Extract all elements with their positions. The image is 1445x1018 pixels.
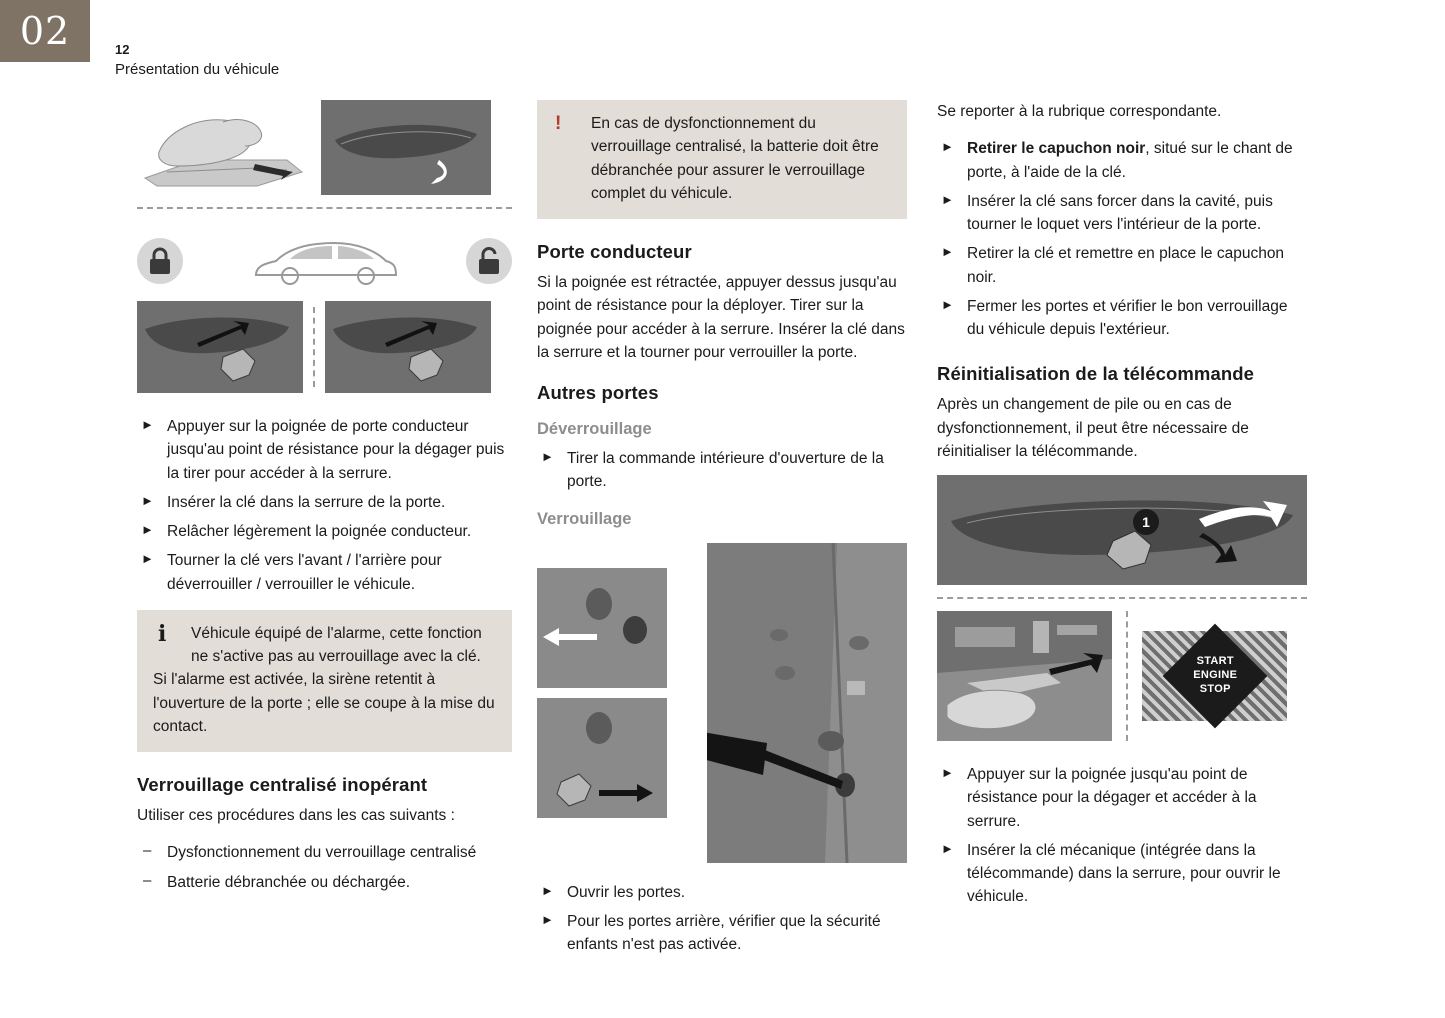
- bullet-arrow-icon: ►: [941, 191, 954, 207]
- door-handle-icon: [321, 100, 491, 195]
- list-item-text: Fermer les portes et vérifier le bon verrouillage du véhicule depuis l'extérieur.: [967, 297, 1288, 338]
- remote-reset-paragraph: Après un changement de pile ou en cas de dysfonctionnement, il peut être nécessaire de réinitialiser la télécommande.: [937, 396, 1249, 460]
- lock-open-icon: [466, 238, 512, 284]
- list-item-text: , situé sur le chant de porte, à l'aide de la clé.: [967, 140, 1293, 181]
- figure-handle-remote: [937, 475, 1307, 585]
- start-stop-diamond: [1162, 624, 1267, 729]
- bullet-arrow-icon: ►: [941, 840, 954, 856]
- list-item-text: Batterie débranchée ou déchargée.: [167, 873, 411, 891]
- list-item-text: Tirer la commande intérieure d'ouverture de la porte.: [567, 450, 884, 491]
- figure-divider-vertical: [313, 307, 315, 387]
- column-left: [137, 100, 512, 900]
- list-item-text: Appuyer sur la poignée de porte conducteur jusqu'au point de résistance pour la dégager puis la tirer pour accéder à la serrure.: [167, 418, 505, 482]
- list-item: [137, 491, 512, 514]
- list-item: [137, 520, 512, 543]
- figure-lock-car: [137, 221, 512, 301]
- figure-divider: [937, 597, 1307, 599]
- bullet-arrow-icon: ►: [141, 417, 154, 432]
- figure-door-lock-detail: [537, 543, 907, 863]
- column1-bullet-list: [137, 415, 512, 596]
- knob-unlocked-photo: [537, 568, 667, 688]
- engine-label: ENGINE: [1192, 669, 1237, 682]
- bullet-arrow-icon: ►: [941, 139, 954, 155]
- page-header: [115, 42, 279, 79]
- lock-closed-icon: [137, 238, 183, 284]
- page-title: Présentation du véhicule: [115, 60, 280, 78]
- list-item-text: Insérer la clé dans la serrure de la porte.: [167, 493, 446, 511]
- bullet-arrow-icon: ►: [141, 522, 154, 537]
- locking-bullet-list: [537, 881, 907, 957]
- list-item: [137, 871, 512, 894]
- list-item: [937, 242, 1307, 289]
- unlocking-bullet-list: [537, 447, 907, 494]
- info-icon: i: [158, 620, 167, 647]
- list-item-text: Ouvrir les portes.: [567, 883, 686, 901]
- section-intro: Utiliser ces procédures dans les cas suivants :: [137, 807, 455, 824]
- handle-key-left-photo: [137, 301, 303, 393]
- column-right: [937, 100, 1307, 915]
- list-item-text: Pour les portes arrière, vérifier que la sécurité enfants n'est pas activée.: [567, 912, 881, 953]
- figure-divider-vertical: [1126, 611, 1128, 741]
- info-callout: [137, 610, 512, 752]
- chapter-tab: 02: [0, 0, 90, 62]
- driver-door-paragraph: Si la poignée est rétractée, appuyer dessus jusqu'au point de résistance pour la déployer. Tirer sur la poignée pour accéder à la serrure. Insérer la clé dans la serrure et la tourner pour verrouiller la porte.: [537, 274, 905, 361]
- subsection-locking: Verrouillage: [537, 509, 632, 528]
- hand-pressing-handle-icon: [137, 100, 307, 195]
- figure-start-stop: [937, 611, 1307, 741]
- column-middle: [537, 100, 907, 962]
- list-item: [937, 190, 1307, 237]
- column3-bullet-list-2: [937, 763, 1307, 909]
- bullet-arrow-icon: ►: [141, 492, 154, 508]
- knob-locked-photo: [537, 698, 667, 818]
- list-item: [537, 881, 907, 904]
- list-item-text: Tourner la clé vers l'avant / l'arrière pour déverrouiller / verrouiller le véhicule.: [167, 552, 442, 593]
- start-stop-label: [1193, 655, 1237, 696]
- figure-step-badge: 1: [1133, 509, 1159, 535]
- section-title-other-doors: Autres portes: [537, 382, 659, 403]
- door-edge-photo: [707, 543, 907, 863]
- dash-icon: –: [143, 842, 152, 860]
- bullet-arrow-icon: ►: [141, 551, 154, 567]
- subsection-unlocking: Déverrouillage: [537, 420, 652, 438]
- list-item-emphasis: Retirer le capuchon noir: [967, 140, 1146, 158]
- figure-handle-press: [137, 100, 512, 195]
- info-callout-line1: Véhicule équipé de l'alarme, cette fonction ne s'active pas au verrouillage avec la clé.: [191, 624, 482, 665]
- section-title-central-locking: Verrouillage centralisé inopérant: [137, 774, 428, 795]
- dashboard-key-insert-photo: [937, 611, 1112, 741]
- section-title-remote-reset: Réinitialisation de la télécommande: [937, 363, 1255, 385]
- section-title-driver-door: Porte conducteur: [537, 241, 692, 262]
- list-item-text: Insérer la clé sans forcer dans la cavité, puis tourner le loquet vers l'intérieur de la porte.: [967, 192, 1273, 233]
- list-item: [937, 763, 1307, 833]
- bullet-arrow-icon: ►: [541, 911, 554, 927]
- list-item: [137, 841, 512, 864]
- bullet-arrow-icon: ►: [541, 882, 554, 898]
- warning-callout: [537, 100, 907, 219]
- page-number: 12: [115, 42, 130, 57]
- stop-label: STOP: [1199, 682, 1230, 695]
- bullet-arrow-icon: ►: [941, 244, 954, 260]
- figure-divider: [137, 207, 512, 209]
- list-item-text: Insérer la clé mécanique (intégrée dans la télécommande) dans la serrure, pour ouvrir le véhicule.: [967, 841, 1281, 906]
- bullet-arrow-icon: ►: [941, 765, 954, 780]
- list-item-text: Retirer la clé et remettre en place le capuchon noir.: [967, 245, 1285, 286]
- list-item: [937, 137, 1307, 184]
- car-side-icon: [250, 235, 400, 287]
- list-item-text: Relâcher légèrement la poignée conducteur.: [167, 523, 472, 540]
- column1-dash-list: [137, 841, 512, 894]
- list-item: [937, 295, 1307, 342]
- start-label: START: [1195, 655, 1234, 668]
- list-item: [937, 839, 1307, 909]
- list-item: [537, 447, 907, 494]
- info-callout-line2: Si l'alarme est activée, la sirène retentit à l'ouverture de la porte ; elle se coupe à la mise du contact.: [153, 671, 495, 735]
- figure-handle-key-pair: [137, 301, 512, 393]
- list-item: [537, 910, 907, 957]
- column3-bullet-list: [937, 137, 1307, 341]
- bullet-arrow-icon: ►: [941, 296, 954, 312]
- list-item-text: Appuyer sur la poignée jusqu'au point de résistance pour la dégager et accéder à la serrure.: [967, 766, 1257, 830]
- column3-intro: Se reporter à la rubrique correspondante.: [937, 103, 1222, 120]
- warning-callout-text: En cas de dysfonctionnement du verrouillage centralisé, la batterie doit être débranchée pour assurer le verrouillage complet du véhicule.: [591, 115, 879, 202]
- list-item-text: Dysfonctionnement du verrouillage centralisé: [167, 844, 477, 862]
- start-stop-button[interactable]: [1142, 631, 1287, 721]
- list-item: [137, 415, 512, 485]
- bullet-arrow-icon: ►: [541, 449, 554, 464]
- list-item: [137, 549, 512, 596]
- handle-key-right-photo: [325, 301, 491, 393]
- dash-icon: –: [143, 871, 152, 889]
- warning-icon: !: [555, 113, 562, 134]
